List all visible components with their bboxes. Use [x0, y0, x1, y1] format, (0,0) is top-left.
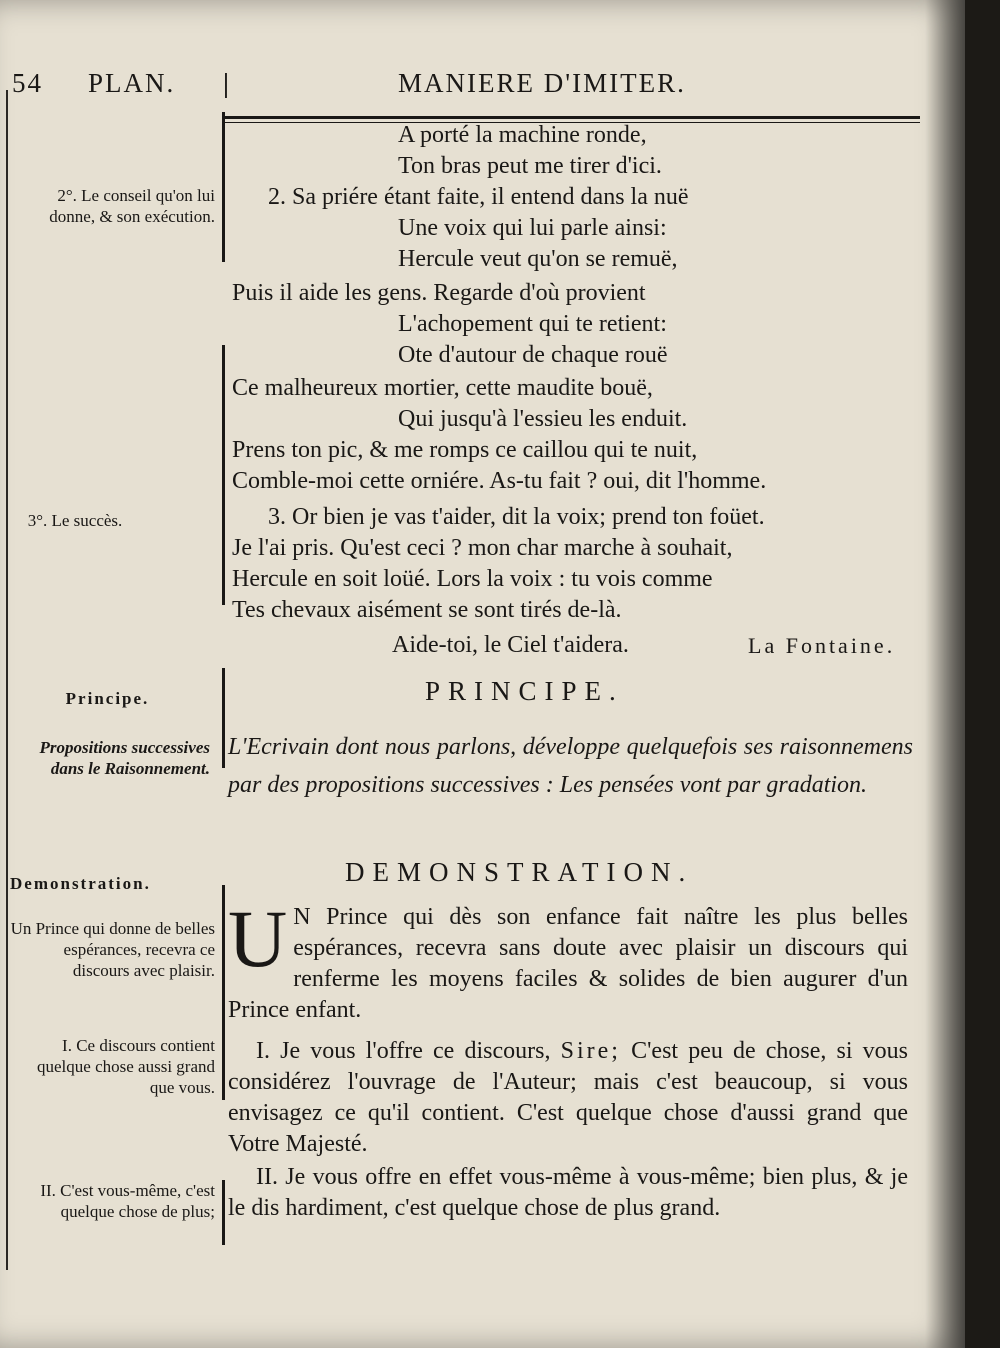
verse-line: Je l'ai pris. Qu'est ceci ? mon char marche à souhait,	[232, 535, 733, 561]
demonstration-paragraph	[228, 893, 908, 1026]
paragraph-text: N Prince qui dès son enfance fait naître les plus belles espérances, recevra sans doute avec plaisir un discours qui renferme les moyens faciles & solides de bien augurer d'un Prince enfant.	[228, 904, 908, 1023]
verse-line: Hercule veut qu'on se remuë,	[398, 246, 678, 272]
verse-line: Ote d'autour de chaque rouë	[398, 342, 668, 368]
sire-smallcaps: Sire;	[560, 1038, 621, 1064]
margin-note: 2°. Le conseil qu'on lui donne, & son exécution.	[49, 186, 215, 226]
verse-line: Comble-moi cette orniére. As-tu fait ? oui, dit l'homme.	[232, 468, 767, 494]
header-rule	[225, 116, 920, 119]
verse-line: Ce malheureux mortier, cette maudite bouë,	[232, 375, 653, 401]
paragraph-text: C'est peu de chose, si vous considérez l'ouvrage de l'Auteur; mais c'est beaucoup, si vous envisagez ce qu'il contient. C'est quelque chose d'aussi grand que Votre Majesté.	[228, 1038, 909, 1157]
verse-line: Aide-toi, le Ciel t'aidera.	[392, 632, 629, 658]
verse-line: L'achopement qui te retient:	[398, 311, 667, 337]
demonstration-paragraph	[228, 1036, 908, 1160]
margin-note: I. Ce discours contient quelque chose aussi grand que vous.	[37, 1036, 215, 1097]
page-number: 54	[12, 68, 43, 98]
margin-note: Principe.	[65, 689, 150, 708]
verse-line: 3. Or bien je vas t'aider, dit la voix; prend ton foüet.	[268, 504, 765, 530]
verse-line: Prens ton pic, & me romps ce caillou qui te nuit,	[232, 437, 698, 463]
verse-line: Une voix qui lui parle ainsi:	[398, 215, 667, 241]
principe-heading: PRINCIPE.	[425, 676, 624, 706]
drop-cap: U	[228, 893, 288, 984]
paragraph-text: I. Je vous l'offre ce discours,	[256, 1038, 551, 1064]
margin-note: Un Prince qui donne de belles espérances, recevra ce discours avec plaisir.	[10, 919, 215, 980]
column-rule	[222, 668, 225, 768]
running-header	[12, 68, 917, 108]
margin-note: 3°. Le succès.	[27, 511, 123, 530]
margin-note: II. C'est vous-même, c'est quelque chose de plus;	[40, 1181, 215, 1221]
column-rule	[222, 1180, 225, 1245]
verse-line: Puis il aide les gens. Regarde d'où provient	[232, 280, 646, 306]
verse-line: A porté la machine ronde,	[398, 122, 647, 148]
verse-line: Qui jusqu'à l'essieu les enduit.	[398, 406, 688, 432]
header-right-title: MANIERE D'IMITER.	[398, 68, 686, 98]
attribution: La Fontaine.	[748, 633, 896, 658]
column-rule	[222, 112, 225, 262]
verse-line: 2. Sa priére étant faite, il entend dans la nuë	[268, 184, 689, 210]
header-separator: |	[223, 68, 231, 98]
margin-note: Demonstration.	[10, 874, 151, 893]
margin-note: Propositions successives dans le Raisonnement.	[39, 738, 210, 778]
verse-line: Ton bras peut me tirer d'ici.	[398, 153, 662, 179]
gutter-shadow	[925, 0, 965, 1348]
demonstration-paragraph: II. Je vous offre en effet vous-même à vous-même; bien plus, & je le dis hardiment, c'est quelque chose de plus grand.	[228, 1164, 908, 1221]
verse-line: Tes chevaux aisément se sont tirés de-là.	[232, 597, 622, 623]
verse-line: Hercule en soit loüé. Lors la voix : tu vois comme	[232, 566, 713, 592]
demonstration-heading: DEMONSTRATION.	[345, 857, 694, 887]
page-edge	[6, 90, 8, 1270]
column-rule	[222, 885, 225, 1100]
header-left-title: PLAN.	[88, 68, 176, 98]
column-rule	[222, 345, 225, 605]
principe-text: L'Ecrivain dont nous parlons, développe quelquefois ses raisonnemens par des propositions successives : Les pensées vont par gradation.	[228, 734, 913, 798]
